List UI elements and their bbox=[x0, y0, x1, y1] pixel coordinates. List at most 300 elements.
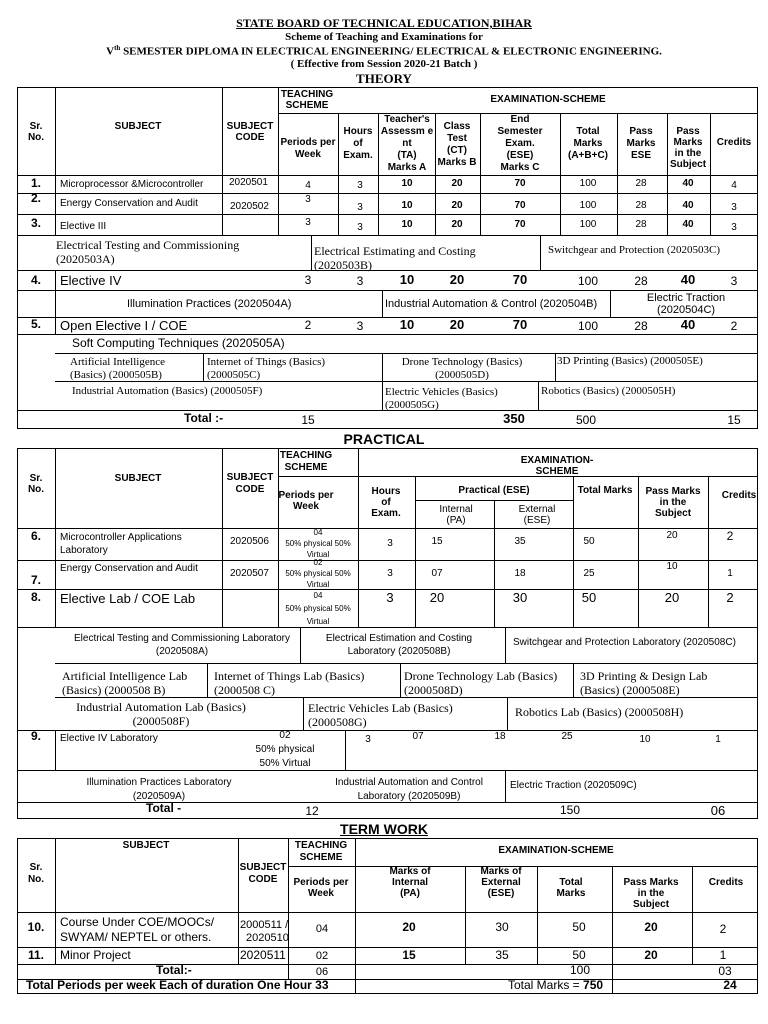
periods-virtual: Virtual bbox=[306, 550, 330, 559]
row-credits: 4 bbox=[731, 180, 737, 191]
theory-head-teaching1: TEACHING bbox=[280, 89, 334, 100]
prac-head-pass1: Pass Marks bbox=[645, 486, 701, 497]
prac-head-code2: CODE bbox=[235, 484, 265, 495]
row-pass: 10 bbox=[639, 734, 651, 745]
theory-head-no: No. bbox=[27, 132, 45, 143]
row-hours: 3 bbox=[386, 590, 394, 605]
semester-rest: SEMESTER DIPLOMA IN ELECTRICAL ENGINEERING/ ELECTRICAL & ELECTRONIC ENGINEERING. bbox=[120, 45, 662, 58]
theory-head-code2: CODE bbox=[235, 132, 265, 143]
row-ct: 20 bbox=[449, 317, 465, 332]
periods-virtual: Virtual bbox=[306, 617, 330, 626]
theory-head-ct4: Marks B bbox=[437, 157, 477, 168]
elective4-c-name: Electric Traction bbox=[646, 292, 726, 304]
effective-session: ( Effective from Session 2020-21 Batch ) bbox=[290, 58, 478, 70]
prac-head-exam1: EXAMINATION- bbox=[520, 455, 594, 466]
open-drone-name: Drone Technology (Basics) bbox=[401, 356, 523, 368]
row-credits: 2 bbox=[726, 590, 734, 605]
row-external: 30 bbox=[512, 590, 528, 605]
row-credits: 1 bbox=[727, 568, 733, 579]
lab8-testing-name: Electrical Testing and Commissioning Laboratory bbox=[73, 633, 291, 644]
prac-head-internal1: Internal bbox=[439, 504, 473, 515]
row-periods bbox=[285, 527, 350, 560]
row-subject: Microprocessor &Microcontroller bbox=[60, 179, 204, 190]
row-total: 50 bbox=[581, 590, 597, 605]
row-ta: 10 bbox=[401, 178, 413, 189]
row-subject: Elective IV bbox=[60, 273, 122, 288]
row-hours: 3 bbox=[357, 202, 363, 213]
row-total: 100 bbox=[579, 178, 597, 189]
open-ev-name: Electric Vehicles (Basics) bbox=[385, 386, 498, 398]
row-code bbox=[240, 919, 289, 945]
board-title: STATE BOARD OF TECHNICAL EDUCATION,BIHAR bbox=[236, 16, 532, 30]
lab8-estimation bbox=[326, 632, 472, 658]
theory-head-total1: Total bbox=[576, 126, 600, 137]
periods-virtual: 50% Virtual bbox=[259, 758, 311, 769]
theory-head-ese5: Marks C bbox=[500, 162, 540, 173]
theory-head-ese1: End bbox=[510, 114, 530, 125]
prac-head-periods2: Week bbox=[293, 501, 319, 512]
row-pass-subject: 40 bbox=[682, 219, 694, 230]
row-ese: 70 bbox=[514, 178, 526, 189]
elective4-c-code: (2020504C) bbox=[656, 304, 716, 316]
open-iot-code: (2000505C) bbox=[207, 369, 261, 381]
row-subject-line1: Microcontroller Applications bbox=[60, 532, 182, 543]
lab8-3d-printing bbox=[580, 669, 707, 697]
row-total: 50 bbox=[583, 536, 595, 547]
row-code-line1: 2000511 / bbox=[240, 919, 289, 931]
lab9-ind-code: Laboratory (2020509B) bbox=[357, 791, 461, 802]
tw-head-credits: Credits bbox=[708, 877, 744, 888]
row-code: 2020511 bbox=[240, 948, 286, 962]
row-sr: 2. bbox=[30, 191, 42, 205]
row-pass-subject: 40 bbox=[682, 200, 694, 211]
open-ai-code: (Basics) (2000505B) bbox=[70, 369, 162, 381]
lab8-drone bbox=[404, 669, 557, 697]
row-total: 25 bbox=[583, 568, 595, 579]
row-pass: 10 bbox=[666, 561, 678, 572]
lab9-illumination bbox=[86, 776, 231, 804]
row-subject: Elective III bbox=[60, 221, 107, 232]
tw-head-pass2: in the bbox=[637, 888, 665, 899]
row-sr: 3. bbox=[30, 216, 42, 230]
theory-head-passs3: in the bbox=[674, 148, 702, 159]
open-ai-name: Artificial Intelligence bbox=[70, 356, 165, 368]
theory-head-ct1: Class bbox=[443, 121, 471, 132]
tw-head-sr: Sr. bbox=[29, 862, 43, 873]
row-pass-ese: 28 bbox=[635, 178, 647, 189]
row-periods bbox=[256, 729, 315, 771]
row-subject-line2: SWYAM/ NEPTEL or others. bbox=[60, 930, 212, 944]
lab8-testing-code: (2020508A) bbox=[155, 646, 209, 657]
row-ese: 70 bbox=[514, 219, 526, 230]
row-periods: 3 bbox=[304, 273, 312, 287]
row-sr: 7. bbox=[30, 573, 42, 587]
row-ct: 20 bbox=[449, 272, 465, 287]
tw-head-pass3: Subject bbox=[632, 899, 670, 910]
row-hours: 3 bbox=[356, 319, 364, 333]
row-total: 50 bbox=[572, 948, 586, 962]
theory-head-ct3: (CT) bbox=[447, 145, 467, 156]
lab8-ev-code: (2000508G) bbox=[308, 715, 367, 729]
row-ct: 20 bbox=[451, 178, 463, 189]
row-periods bbox=[285, 589, 350, 628]
theory-head-ta4: (TA) bbox=[397, 150, 417, 161]
periods-mode: 50% physical 50% bbox=[285, 539, 351, 548]
lab9-illum-name: Illumination Practices Laboratory bbox=[86, 777, 232, 788]
row-internal: 20 bbox=[402, 920, 416, 934]
row-hours: 3 bbox=[357, 180, 363, 191]
total-marks: 500 bbox=[575, 413, 597, 427]
elective3-b-code: (2020503B) bbox=[314, 258, 372, 272]
elective3-a-name: Electrical Testing and Commissioning bbox=[56, 238, 240, 252]
tw-head-periods2: Week bbox=[308, 888, 334, 899]
row-internal: 15 bbox=[402, 948, 416, 962]
total-label: Total - bbox=[146, 801, 182, 815]
row-internal: 07 bbox=[431, 568, 443, 579]
theory-head-ese4: (ESE) bbox=[506, 150, 534, 161]
prac-head-no: No. bbox=[27, 484, 45, 495]
row-subject-line1: Elective IV Laboratory bbox=[60, 733, 158, 744]
row-subject: Open Elective I / COE bbox=[60, 318, 188, 333]
row-total: 100 bbox=[577, 319, 599, 333]
prac-head-total: Total Marks bbox=[577, 485, 633, 496]
prac-head-hours2: of bbox=[381, 497, 391, 508]
prac-head-code1: SUBJECT bbox=[226, 472, 274, 483]
prac-head-teaching2: SCHEME bbox=[284, 462, 328, 473]
row-periods: 2 bbox=[304, 318, 312, 332]
row-code: 2020506 bbox=[230, 536, 269, 547]
tw-head-ext1: Marks of bbox=[480, 866, 522, 877]
lab8-iot-code: (2000508 C) bbox=[214, 683, 275, 697]
prac-head-hours3: Exam. bbox=[371, 508, 401, 519]
row-code: 2020507 bbox=[230, 568, 269, 579]
theory-head-sr: Sr. bbox=[29, 121, 43, 132]
row-periods: 3 bbox=[305, 194, 311, 205]
tw-head-ext3: (ESE) bbox=[487, 888, 515, 899]
lab9-industrial bbox=[335, 776, 483, 804]
total-label: Total :- bbox=[184, 411, 224, 425]
theory-head-pass1: Pass bbox=[629, 126, 653, 137]
total-periods: 12 bbox=[305, 804, 319, 818]
lab8-drone-code: (2000508D) bbox=[404, 683, 463, 697]
row-credits: 2 bbox=[726, 529, 734, 543]
row-credits: 3 bbox=[730, 274, 738, 288]
lab8-ia-name: Industrial Automation Lab (Basics) bbox=[76, 700, 246, 714]
tw-head-int1: Marks of bbox=[389, 866, 431, 877]
tw-head-ext2: External bbox=[481, 877, 521, 888]
row-ta: 10 bbox=[401, 200, 413, 211]
lab9-illum-code: (2020509A) bbox=[132, 791, 186, 802]
total-ese: 350 bbox=[503, 411, 525, 426]
row-ese: 70 bbox=[514, 200, 526, 211]
tw-head-int3: (PA) bbox=[400, 888, 420, 899]
tw-head-code1: SUBJECT bbox=[239, 862, 287, 873]
prac-head-internal2: (PA) bbox=[446, 515, 466, 526]
theory-head-passs2: Marks bbox=[673, 137, 703, 148]
row-credits: 1 bbox=[715, 734, 721, 745]
row-credits: 2 bbox=[730, 319, 738, 333]
tw-head-code2: CODE bbox=[248, 874, 278, 885]
row-hours: 3 bbox=[356, 274, 364, 288]
tw-head-tot2: Marks bbox=[556, 888, 586, 899]
lab8-industrial-automation bbox=[76, 700, 246, 728]
semester-prefix: V bbox=[106, 45, 115, 58]
row-pass-ese: 28 bbox=[635, 200, 647, 211]
footer-total-credits: 24 bbox=[723, 978, 737, 992]
theory-head-ta2: Assessm e bbox=[380, 126, 434, 137]
row-total: 100 bbox=[579, 219, 597, 230]
practical-section-title: PRACTICAL bbox=[343, 431, 425, 447]
theory-head-passs4: Subject bbox=[669, 159, 707, 170]
row-ct: 20 bbox=[451, 200, 463, 211]
open-iot-name: Internet of Things (Basics) bbox=[207, 356, 326, 368]
row-periods: 02 bbox=[315, 950, 329, 962]
open-elective-3d-printing: 3D Printing (Basics) (2000505E) bbox=[557, 355, 703, 367]
row-code: 2020502 bbox=[230, 201, 269, 212]
row-sr: 10. bbox=[27, 920, 45, 934]
row-pass-ese: 28 bbox=[635, 219, 647, 230]
row-sr: 6. bbox=[30, 529, 42, 543]
open-elective-industrial-automation: Industrial Automation (Basics) (2000505F) bbox=[72, 385, 263, 397]
termwork-section-title: TERM WORK bbox=[340, 821, 428, 837]
theory-head-hours1: Hours bbox=[343, 126, 373, 137]
row-ta: 10 bbox=[399, 272, 415, 287]
row-pass-ese: 28 bbox=[634, 319, 648, 333]
lab8-robotics: Robotics Lab (Basics) (2000508H) bbox=[515, 705, 684, 719]
theory-head-ct2: Test bbox=[447, 133, 467, 144]
tw-head-int2: Internal bbox=[391, 877, 429, 888]
periods-mode: 50% physical 50% bbox=[285, 604, 351, 613]
lab8-ai-code: (Basics) (2000508 B) bbox=[62, 683, 166, 697]
lab8-iot-name: Internet of Things Lab (Basics) bbox=[214, 669, 365, 683]
row-sr: 8. bbox=[30, 590, 42, 604]
footer-total-marks-text: Total Marks = 750 bbox=[508, 978, 604, 992]
tw-head-teaching2: SCHEME bbox=[299, 852, 343, 863]
tw-head-pass1: Pass Marks bbox=[623, 877, 679, 888]
row-periods: 04 bbox=[315, 923, 329, 935]
theory-head-credits: Credits bbox=[716, 137, 752, 148]
lab8-ai bbox=[62, 669, 187, 697]
lab9-ind-name: Industrial Automation and Control bbox=[335, 777, 483, 788]
row-subject-line1: Elective Lab / COE Lab bbox=[60, 591, 196, 606]
theory-head-ta3: nt bbox=[402, 138, 412, 149]
theory-head-periods2: Week bbox=[295, 149, 321, 160]
lab8-ai-name: Artificial Intelligence Lab bbox=[62, 669, 188, 683]
theory-head-subject: SUBJECT bbox=[114, 121, 162, 132]
row-credits: 1 bbox=[719, 948, 727, 962]
lab8-drone-name: Drone Technology Lab (Basics) bbox=[404, 669, 558, 683]
row-total: 50 bbox=[572, 920, 586, 934]
row-ta: 10 bbox=[401, 219, 413, 230]
theory-section-title: THEORY bbox=[356, 71, 412, 86]
row-subject: Energy Conservation and Audit bbox=[60, 198, 198, 209]
open-elective-drone bbox=[402, 356, 523, 382]
row-pass: 20 bbox=[644, 920, 658, 934]
theory-head-hours2: of bbox=[353, 138, 363, 149]
row-sr: 1. bbox=[30, 176, 42, 190]
periods-count: 02 bbox=[279, 730, 291, 741]
tw-head-tot1: Total bbox=[559, 877, 583, 888]
prac-head-teaching1: TEACHING bbox=[279, 450, 333, 461]
lab8-testing bbox=[74, 632, 290, 658]
row-sr: 5. bbox=[30, 317, 42, 331]
lab9-traction: Electric Traction (2020509C) bbox=[510, 780, 637, 791]
periods-count: 04 bbox=[313, 528, 323, 537]
prac-head-external2: (ESE) bbox=[523, 515, 551, 526]
row-internal: 20 bbox=[429, 590, 445, 605]
elective4-option-b: Industrial Automation & Control (2020504B) bbox=[385, 298, 598, 310]
open-elective-ev bbox=[385, 386, 498, 412]
row-pass: 20 bbox=[664, 590, 680, 605]
elective4-option-c bbox=[647, 292, 725, 316]
row-periods: 3 bbox=[305, 217, 311, 228]
periods-count: 04 bbox=[313, 591, 323, 600]
row-sr: 9. bbox=[30, 729, 42, 743]
elective4-option-a: Illumination Practices (2020504A) bbox=[127, 298, 292, 310]
total-marks: 100 bbox=[569, 963, 591, 977]
open-elective-iot bbox=[207, 356, 325, 382]
row-hours: 3 bbox=[387, 538, 393, 549]
lab8-iot bbox=[214, 669, 364, 697]
prac-head-subject: SUBJECT bbox=[114, 473, 162, 484]
row-ese: 70 bbox=[512, 272, 528, 287]
row-subject: Minor Project bbox=[60, 948, 131, 962]
row-ct: 20 bbox=[451, 219, 463, 230]
elective3-option-a bbox=[56, 238, 239, 266]
row-external: 18 bbox=[514, 568, 526, 579]
row-ese: 70 bbox=[512, 317, 528, 332]
theory-head-exam-scheme: EXAMINATION-SCHEME bbox=[490, 94, 606, 105]
footer-total-marks bbox=[508, 980, 603, 991]
total-periods: 06 bbox=[315, 966, 329, 978]
theory-head-ese2: Semester bbox=[497, 126, 543, 137]
row-pass: 20 bbox=[666, 530, 678, 541]
row-periods: 4 bbox=[305, 180, 311, 191]
elective3-option-c: Switchgear and Protection (2020503C) bbox=[548, 244, 720, 256]
theory-head-hours3: Exam. bbox=[343, 150, 373, 161]
row-credits: 3 bbox=[731, 222, 737, 233]
periods-virtual: Virtual bbox=[306, 580, 330, 589]
theory-head-code1: SUBJECT bbox=[226, 121, 274, 132]
total-credits: 03 bbox=[718, 964, 732, 978]
tw-head-teaching1: TEACHING bbox=[294, 840, 348, 851]
total-periods: 15 bbox=[301, 413, 315, 427]
row-hours: 3 bbox=[387, 568, 393, 579]
row-code-line2: 2020510 bbox=[246, 932, 289, 944]
row-internal: 07 bbox=[412, 731, 424, 742]
row-pass-subject: 40 bbox=[680, 272, 696, 287]
row-pass: 20 bbox=[644, 948, 658, 962]
row-total: 25 bbox=[561, 731, 573, 742]
footer-total-periods: Total Periods per week Each of duration One Hour 33 bbox=[26, 978, 329, 992]
theory-head-ese3: Exam. bbox=[505, 138, 535, 149]
lab8-ev-name: Electric Vehicles Lab (Basics) bbox=[308, 701, 453, 715]
theory-head-ta1: Teacher's bbox=[384, 114, 430, 125]
row-periods bbox=[285, 557, 350, 590]
periods-count: 02 bbox=[313, 558, 323, 567]
open-elective-robotics: Robotics (Basics) (2000505H) bbox=[541, 385, 676, 397]
scheme-subtitle: Scheme of Teaching and Examinations for bbox=[285, 31, 483, 43]
row-external: 30 bbox=[495, 920, 509, 934]
row-external: 35 bbox=[495, 948, 509, 962]
row-hours: 3 bbox=[357, 222, 363, 233]
theory-head-total2: Marks bbox=[573, 138, 603, 149]
theory-head-total3: (A+B+C) bbox=[567, 150, 609, 161]
lab8-3d-code: (Basics) (2000508E) bbox=[580, 683, 680, 697]
row-pass-ese: 28 bbox=[634, 274, 648, 288]
row-total: 100 bbox=[577, 274, 599, 288]
prac-head-credits: Credits bbox=[721, 490, 757, 501]
lab8-ev bbox=[308, 701, 453, 729]
lab8-switchgear: Switchgear and Protection Laboratory (2020508C) bbox=[513, 637, 736, 648]
elective3-b-name: Electrical Estimating and Costing bbox=[314, 244, 476, 258]
lab8-ia-code: (2000508F) bbox=[132, 714, 190, 728]
theory-head-ta5: Marks A bbox=[387, 162, 427, 173]
lab8-estimation-code: Laboratory (2020508B) bbox=[347, 646, 451, 657]
row-pass-subject: 40 bbox=[680, 317, 696, 332]
row-sr: 11. bbox=[27, 948, 45, 962]
semester-sup: th bbox=[114, 44, 121, 52]
elective3-a-code: (2020503A) bbox=[56, 252, 115, 266]
open-elective-soft-computing: Soft Computing Techniques (2020505A) bbox=[72, 336, 285, 350]
tw-head-subject: SUBJECT bbox=[122, 840, 170, 851]
row-subject bbox=[60, 915, 214, 945]
tw-head-periods1: Periods per bbox=[293, 877, 349, 888]
row-external: 35 bbox=[514, 536, 526, 547]
total-credits: 06 bbox=[710, 803, 726, 818]
open-drone-code: (2000505D) bbox=[435, 369, 489, 381]
row-total: 100 bbox=[579, 200, 597, 211]
row-subject-line1: Energy Conservation and Audit bbox=[60, 563, 198, 574]
prac-head-external1: External bbox=[518, 504, 556, 515]
theory-head-passs1: Pass bbox=[676, 126, 700, 137]
tw-head-no: No. bbox=[27, 874, 45, 885]
total-label: Total:- bbox=[156, 963, 192, 977]
tw-head-exam: EXAMINATION-SCHEME bbox=[498, 845, 614, 856]
prac-head-periods1: Periods per bbox=[278, 490, 334, 501]
row-external: 18 bbox=[494, 731, 506, 742]
open-ev-code: (2000505G) bbox=[385, 399, 439, 411]
row-credits: 3 bbox=[731, 202, 737, 213]
total-marks: 150 bbox=[559, 803, 581, 817]
theory-head-periods1: Periods per bbox=[280, 137, 336, 148]
row-code: 2020501 bbox=[229, 177, 268, 188]
prac-head-practical: Practical (ESE) bbox=[458, 485, 530, 496]
theory-head-pass3: ESE bbox=[630, 150, 652, 161]
prac-head-hours1: Hours bbox=[371, 486, 401, 497]
prac-head-pass2: in the bbox=[659, 497, 687, 508]
total-credits: 15 bbox=[727, 413, 741, 427]
lab8-3d-name: 3D Printing & Design Lab bbox=[580, 669, 708, 683]
row-subject-line2: Laboratory bbox=[60, 545, 108, 556]
theory-head-pass2: Marks bbox=[626, 138, 656, 149]
prac-head-pass3: Subject bbox=[654, 508, 692, 519]
theory-head-teaching2: SCHEME bbox=[285, 100, 329, 111]
row-hours: 3 bbox=[365, 734, 371, 745]
row-internal: 15 bbox=[431, 536, 443, 547]
row-credits: 2 bbox=[719, 922, 727, 936]
periods-mode: 50% physical bbox=[255, 744, 315, 755]
row-sr: 4. bbox=[30, 273, 42, 287]
row-subject-line1: Course Under COE/MOOCs/ bbox=[60, 915, 215, 929]
semester-title bbox=[0, 44, 768, 58]
row-ta: 10 bbox=[399, 317, 415, 332]
prac-head-exam2: SCHEME bbox=[535, 466, 579, 477]
prac-head-sr: Sr. bbox=[29, 473, 43, 484]
row-pass-subject: 40 bbox=[682, 178, 694, 189]
periods-mode: 50% physical 50% bbox=[285, 569, 351, 578]
lab8-estimation-name: Electrical Estimation and Costing bbox=[325, 633, 473, 644]
